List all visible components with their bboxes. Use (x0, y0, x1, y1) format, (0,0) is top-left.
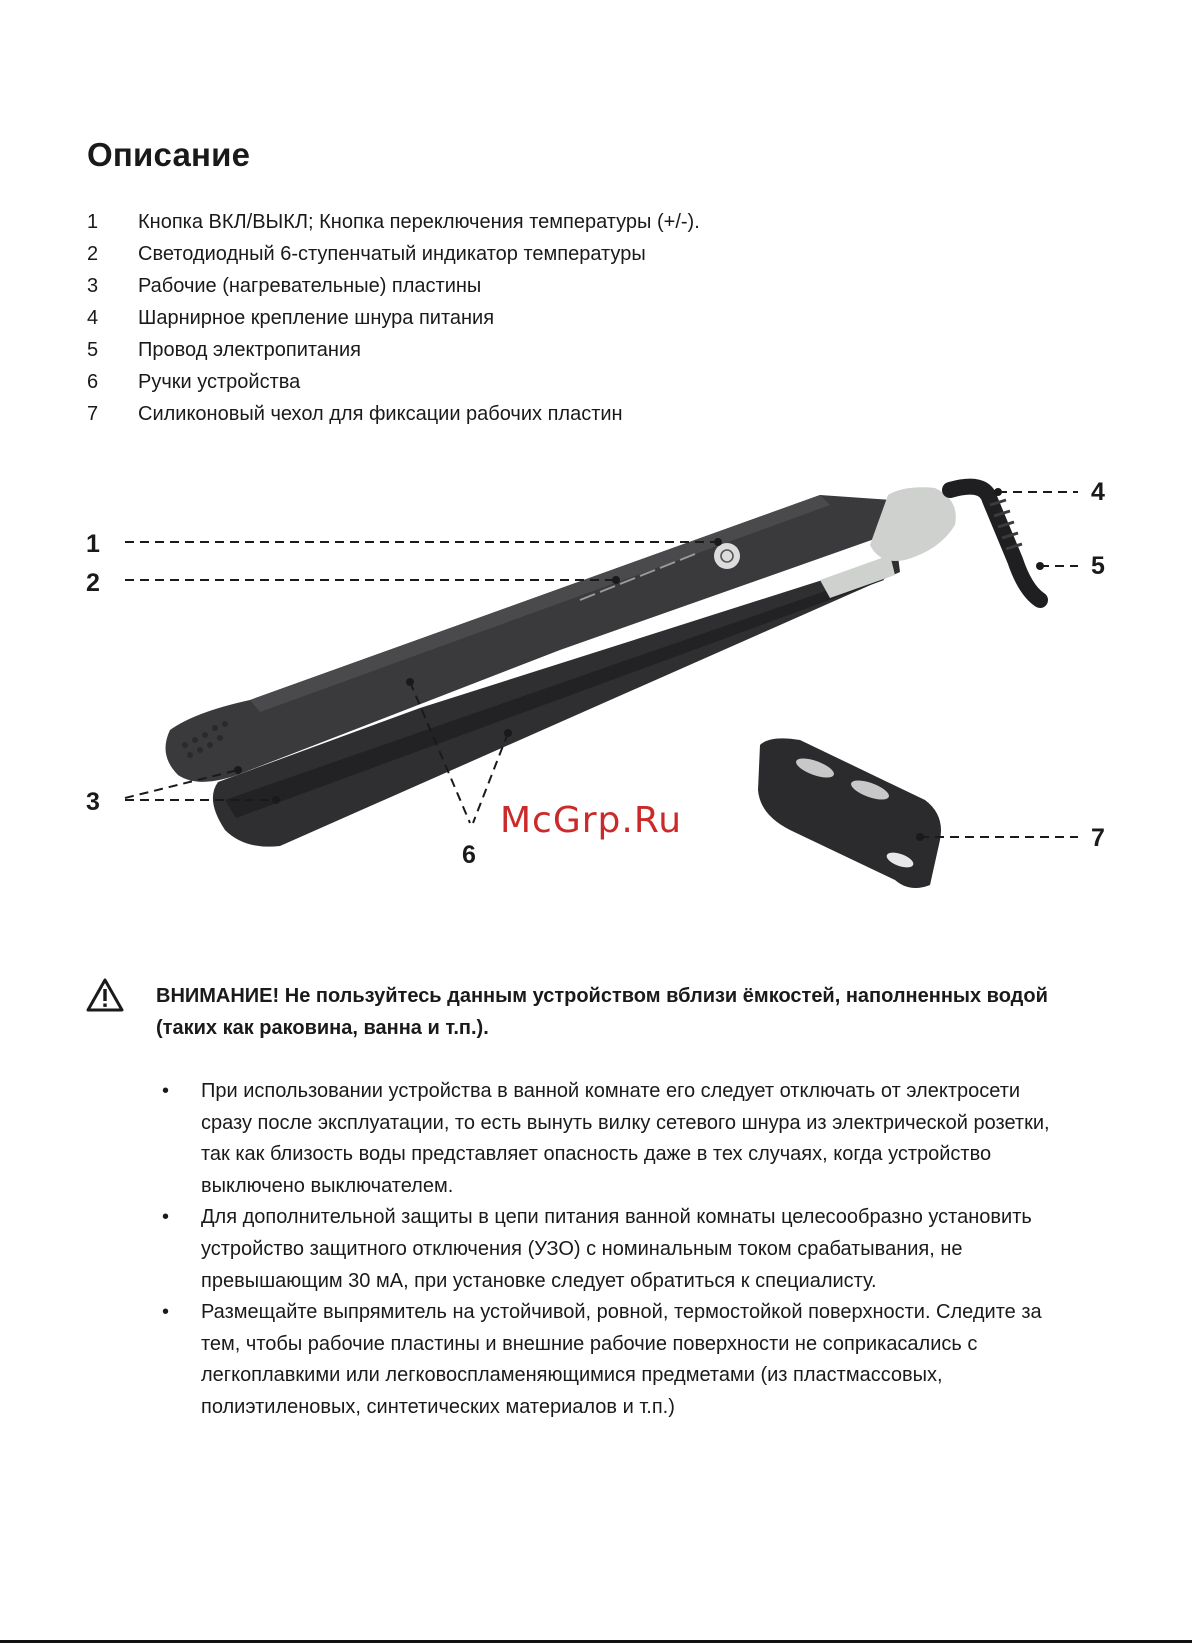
list-item (87, 238, 700, 270)
part-label: Шарнирное крепление шнура питания (138, 307, 495, 329)
list-item (87, 302, 700, 334)
list-item (160, 1076, 1060, 1202)
callout-3: 3 (86, 788, 100, 816)
callout-2: 2 (86, 569, 100, 597)
part-number: 2 (87, 243, 99, 265)
part-label: Ручки устройства (138, 371, 301, 393)
callout-6: 6 (462, 841, 476, 869)
silicone-cover (758, 738, 941, 888)
bullet: • (162, 1301, 170, 1324)
device-diagram (0, 455, 1192, 925)
part-label: Светодиодный 6-ступенчатый индикатор температуры (138, 243, 646, 265)
part-number: 4 (87, 307, 99, 329)
part-label: Кнопка ВКЛ/ВЫКЛ; Кнопка переключения температуры (+/-). (138, 211, 700, 233)
list-item (87, 398, 700, 430)
watermark: McGrp.Ru (500, 800, 683, 841)
part-number: 1 (87, 211, 99, 233)
list-item (87, 206, 700, 238)
callout-4: 4 (1091, 478, 1105, 506)
list-item (160, 1202, 1060, 1297)
warning-text (156, 980, 1076, 1044)
list-item (87, 334, 700, 366)
power-button-icon (714, 543, 740, 569)
safety-notes (160, 1076, 1060, 1424)
warning-body: Не пользуйтесь данным устройством вблизи ёмкостей, наполненных водой (таких как раковина, ванна и т.п.). (156, 985, 1048, 1039)
bullet: • (162, 1080, 170, 1102)
warning-lead: ВНИМАНИЕ! (156, 985, 280, 1007)
part-label: Провод электропитания (138, 339, 361, 361)
part-number: 5 (87, 339, 99, 361)
warning-icon (86, 978, 124, 1012)
list-item (87, 366, 700, 398)
callout-1: 1 (86, 530, 100, 558)
list-item (160, 1297, 1060, 1423)
note-text: Для дополнительной защиты в цепи питания ванной комнаты целесообразно установить устройство защитного отключения (УЗО) с номинальным током срабатывания, не превышающим 30 мА, при установке следует обратиться к специалисту. (201, 1206, 1032, 1292)
hinge-collar (870, 487, 956, 561)
bottom-rule (0, 1640, 1192, 1643)
page-title: Описание (87, 136, 251, 173)
part-number: 6 (87, 371, 99, 393)
part-label: Силиконовый чехол для фиксации рабочих пластин (138, 403, 623, 425)
hinge-cap (820, 555, 895, 598)
callout-7: 7 (1091, 824, 1105, 852)
callout-5: 5 (1091, 552, 1105, 580)
list-item (87, 270, 700, 302)
parts-list (87, 206, 700, 430)
bullet: • (162, 1206, 170, 1229)
note-text: При использовании устройства в ванной комнате его следует отключать от электросети сразу после эксплуатации, то есть вынуть вилку сетевого шнура из электрической розетки, так как близость воды представляет опасность даже в тех случаях, когда устройство выключено выключателем. (201, 1080, 1050, 1197)
part-number: 3 (87, 275, 99, 297)
part-label: Рабочие (нагревательные) пластины (138, 275, 482, 297)
part-number: 7 (87, 403, 99, 425)
note-text: Размещайте выпрямитель на устойчивой, ровной, термостойкой поверхности. Следите за тем, чтобы рабочие пластины и внешние рабочие поверхности не соприкасались с легкоплавкими или легковоспламеняющимися предметами (из пластмассовых, полиэтиленовых, синтетических материалов и т.п.) (201, 1301, 1042, 1418)
